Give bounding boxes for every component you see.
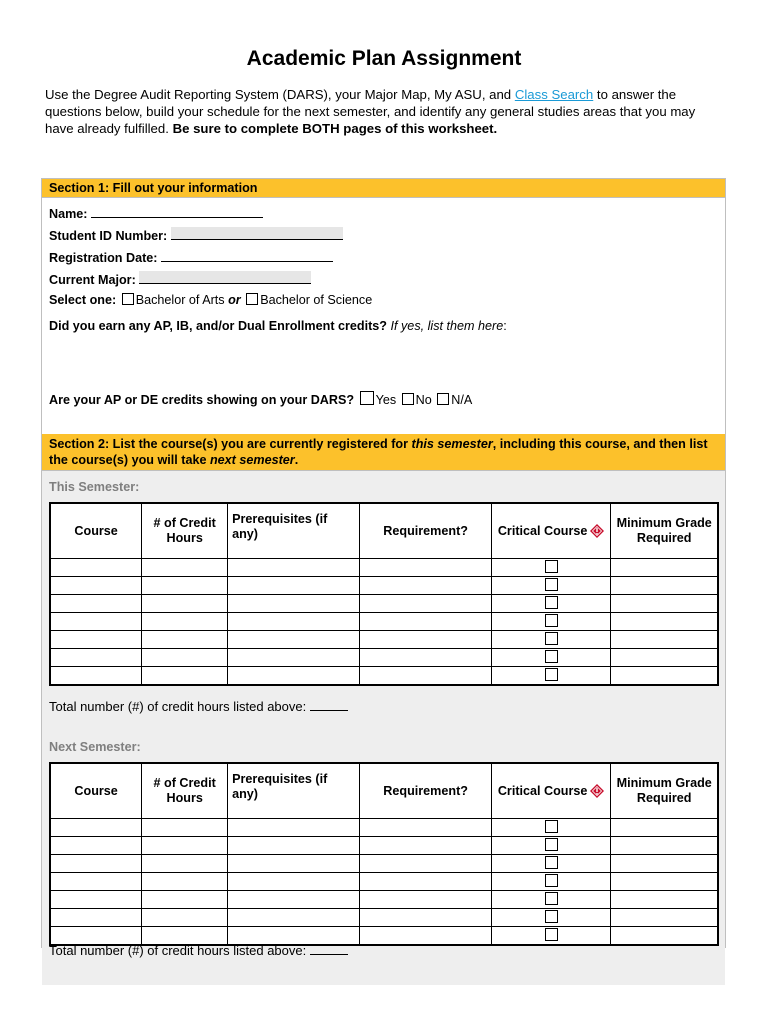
table-cell[interactable] (50, 559, 142, 577)
degree-select-row (49, 293, 372, 307)
table-cell[interactable] (228, 577, 360, 595)
table-cell[interactable] (142, 559, 228, 577)
table-row (50, 891, 718, 909)
section-2-header-text-1: Section 2: List the course(s) you are currently registered for (49, 437, 412, 451)
critical-course-checkbox[interactable] (545, 596, 558, 609)
table-cell[interactable] (611, 595, 718, 613)
table-cell[interactable] (142, 577, 228, 595)
table-cell[interactable] (360, 613, 491, 631)
table-cell[interactable] (491, 649, 611, 667)
table-cell[interactable] (228, 649, 360, 667)
current-major-field[interactable] (139, 271, 311, 284)
table-cell[interactable] (142, 873, 228, 891)
critical-course-checkbox[interactable] (545, 910, 558, 923)
table-cell[interactable] (491, 577, 611, 595)
table-cell[interactable] (491, 855, 611, 873)
major-label: Current Major: (49, 273, 136, 287)
column-header: Prerequisites (if any) (228, 503, 360, 559)
critical-course-checkbox[interactable] (545, 560, 558, 573)
table-cell[interactable] (360, 577, 491, 595)
table-cell[interactable] (142, 837, 228, 855)
critical-course-checkbox[interactable] (545, 892, 558, 905)
table-row (50, 667, 718, 686)
table-cell[interactable] (228, 909, 360, 927)
table-cell[interactable] (228, 595, 360, 613)
section-1 (42, 198, 725, 434)
this-semester-total-field[interactable] (310, 699, 348, 711)
table-cell[interactable] (491, 595, 611, 613)
table-cell[interactable] (50, 873, 142, 891)
name-row (49, 205, 263, 221)
critical-course-checkbox[interactable] (545, 650, 558, 663)
next-semester-total-field[interactable] (310, 943, 348, 955)
major-row (49, 271, 311, 287)
table-cell[interactable] (611, 667, 718, 686)
table-cell[interactable] (611, 631, 718, 649)
table-cell[interactable] (491, 559, 611, 577)
table-row (50, 855, 718, 873)
table-cell[interactable] (50, 631, 142, 649)
column-header: Course (50, 763, 142, 819)
table-cell[interactable] (50, 613, 142, 631)
table-row (50, 595, 718, 613)
table-cell[interactable] (611, 613, 718, 631)
table-cell[interactable] (611, 837, 718, 855)
yes-checkbox[interactable] (360, 391, 374, 405)
column-header: Prerequisites (if any) (228, 763, 360, 819)
next-semester-total (49, 943, 348, 958)
table-cell[interactable] (228, 873, 360, 891)
or-label: or (228, 293, 241, 307)
table-cell[interactable] (491, 927, 611, 946)
table-cell[interactable] (228, 891, 360, 909)
table-cell[interactable] (360, 837, 491, 855)
table-row (50, 837, 718, 855)
table-cell[interactable] (228, 631, 360, 649)
table-cell[interactable] (360, 667, 491, 686)
critical-course-checkbox[interactable] (545, 928, 558, 941)
table-cell[interactable] (611, 577, 718, 595)
section-2 (42, 471, 725, 985)
table-cell[interactable] (228, 559, 360, 577)
table-cell[interactable] (228, 819, 360, 837)
registration-date-field[interactable] (161, 249, 333, 262)
table-cell[interactable] (142, 891, 228, 909)
section-2-header-text-2: , including this course, and then list the course(s) you will take (49, 437, 708, 467)
table-cell[interactable] (611, 559, 718, 577)
diamond-exclamation-icon (590, 524, 604, 538)
this-semester-total (49, 699, 348, 714)
table-cell[interactable] (611, 855, 718, 873)
this-semester-label: This Semester: (49, 480, 140, 494)
column-header: # of Credit Hours (142, 763, 228, 819)
table-cell[interactable] (50, 837, 142, 855)
table-cell[interactable] (360, 595, 491, 613)
table-cell[interactable] (142, 631, 228, 649)
table-cell[interactable] (491, 667, 611, 686)
table-cell[interactable] (50, 891, 142, 909)
no-checkbox[interactable] (402, 393, 414, 405)
table-row (50, 909, 718, 927)
section-2-header-text-3: . (294, 453, 299, 467)
next-semester-label: Next Semester: (49, 740, 141, 754)
column-header: Minimum Grade Required (611, 763, 718, 819)
ap-question: Did you earn any AP, IB, and/or Dual Enrollment credits? (49, 319, 388, 333)
intro-paragraph (45, 86, 725, 137)
this-semester-table (49, 502, 719, 686)
intro-bold-note: Be sure to complete BOTH pages of this worksheet. (172, 121, 498, 136)
table-row (50, 577, 718, 595)
no-label: No (415, 393, 432, 407)
table-cell[interactable] (228, 667, 360, 686)
critical-course-checkbox[interactable] (545, 614, 558, 627)
class-search-link[interactable]: Class Search (514, 87, 594, 102)
table-cell[interactable] (611, 873, 718, 891)
critical-course-checkbox[interactable] (545, 578, 558, 591)
column-header: Requirement? (360, 763, 491, 819)
table-cell[interactable] (491, 891, 611, 909)
table-cell[interactable] (491, 819, 611, 837)
table-cell[interactable] (611, 891, 718, 909)
critical-course-checkbox[interactable] (545, 838, 558, 851)
table-cell[interactable] (611, 649, 718, 667)
table-cell[interactable] (360, 927, 491, 946)
registration-label: Registration Date: (49, 251, 158, 265)
select-label: Select one: (49, 293, 117, 307)
student-id-field[interactable] (171, 227, 343, 240)
table-cell[interactable] (360, 819, 491, 837)
na-checkbox[interactable] (437, 393, 449, 405)
table-cell[interactable] (50, 855, 142, 873)
table-row (50, 559, 718, 577)
student-id-row (49, 227, 343, 243)
table-cell[interactable] (142, 909, 228, 927)
table-cell[interactable] (142, 855, 228, 873)
table-cell[interactable] (50, 909, 142, 927)
column-header: Requirement? (360, 503, 491, 559)
name-field[interactable] (91, 205, 263, 218)
table-cell[interactable] (611, 819, 718, 837)
critical-course-checkbox[interactable] (545, 668, 558, 681)
table-cell[interactable] (491, 909, 611, 927)
intro-text-2: to answer the questions below, build your schedule for the next semester, and identify any general studies areas that you may have already fulfilled. (45, 87, 696, 136)
table-cell[interactable] (142, 649, 228, 667)
column-header: Minimum Grade Required (611, 503, 718, 559)
ap-hint: If yes, list them here (390, 319, 504, 333)
table-cell[interactable] (360, 855, 491, 873)
table-cell[interactable] (50, 667, 142, 686)
table-cell[interactable] (142, 613, 228, 631)
column-header: Critical Course (491, 503, 611, 559)
yes-label: Yes (375, 393, 397, 407)
bs-label: Bachelor of Science (260, 293, 373, 307)
table-row (50, 873, 718, 891)
table-cell[interactable] (228, 837, 360, 855)
name-label: Name: (49, 207, 88, 221)
ba-label: Bachelor of Arts (135, 293, 225, 307)
next-semester-table (49, 762, 719, 946)
column-header: Course (50, 503, 142, 559)
column-header: # of Credit Hours (142, 503, 228, 559)
total-label: Total number (#) of credit hours listed above: (49, 699, 307, 714)
critical-course-checkbox[interactable] (545, 632, 558, 645)
table-cell[interactable] (50, 577, 142, 595)
table-cell[interactable] (491, 837, 611, 855)
table-cell[interactable] (228, 613, 360, 631)
bs-checkbox[interactable] (246, 293, 258, 305)
table-cell[interactable] (50, 819, 142, 837)
table-cell[interactable] (360, 909, 491, 927)
section-2-header-em-1: this semester (411, 437, 493, 451)
table-row (50, 631, 718, 649)
table-row (50, 613, 718, 631)
table-cell[interactable] (142, 595, 228, 613)
table-row (50, 819, 718, 837)
na-label: N/A (451, 393, 473, 407)
ap-colon: : (503, 319, 507, 333)
registration-row (49, 249, 333, 265)
table-row (50, 649, 718, 667)
ba-checkbox[interactable] (122, 293, 134, 305)
student-id-label: Student ID Number: (49, 229, 168, 243)
section-2-header (42, 434, 725, 471)
critical-course-checkbox[interactable] (545, 856, 558, 869)
table-cell[interactable] (228, 855, 360, 873)
table-cell[interactable] (360, 891, 491, 909)
table-cell[interactable] (50, 649, 142, 667)
ap-credits-row (49, 319, 507, 333)
table-cell[interactable] (142, 667, 228, 686)
table-cell[interactable] (142, 819, 228, 837)
intro-text-1: Use the Degree Audit Reporting System (DARS), your Major Map, My ASU, and (45, 87, 515, 102)
table-cell[interactable] (50, 595, 142, 613)
table-cell[interactable] (360, 559, 491, 577)
table-cell[interactable] (360, 873, 491, 891)
dars-question: Are your AP or DE credits showing on your DARS? (49, 393, 355, 407)
total-label: Total number (#) of credit hours listed above: (49, 943, 307, 958)
table-cell[interactable] (611, 909, 718, 927)
worksheet-form (41, 178, 726, 958)
table-cell[interactable] (611, 927, 718, 946)
section-1-header: Section 1: Fill out your information (42, 179, 725, 198)
table-cell[interactable] (491, 631, 611, 649)
diamond-exclamation-icon (590, 784, 604, 798)
page-title: Academic Plan Assignment (246, 47, 522, 70)
section-2-header-em-2: next semester (209, 453, 295, 467)
table-cell[interactable] (360, 649, 491, 667)
table-cell[interactable] (360, 631, 491, 649)
dars-row (49, 391, 472, 407)
critical-course-checkbox[interactable] (545, 874, 558, 887)
table-cell[interactable] (491, 613, 611, 631)
table-cell[interactable] (491, 873, 611, 891)
column-header: Critical Course (491, 763, 611, 819)
critical-course-checkbox[interactable] (545, 820, 558, 833)
